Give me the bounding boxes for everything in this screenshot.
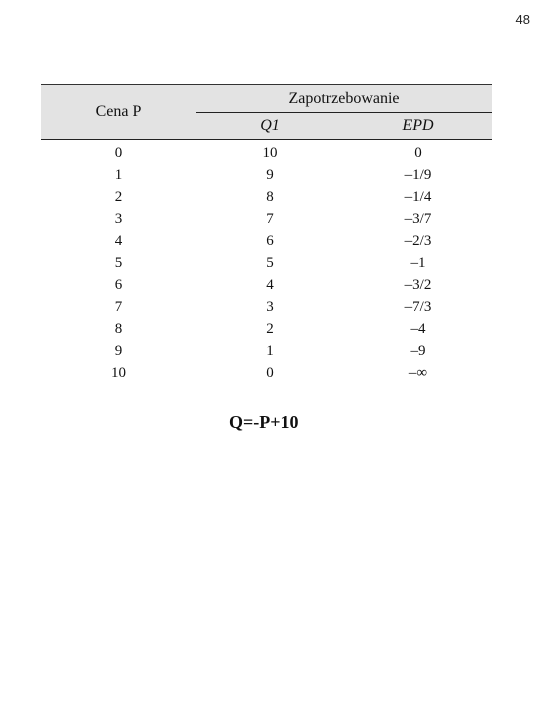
demand-group-header: Zapotrzebowanie: [196, 85, 492, 113]
elasticity-cell: –∞: [408, 365, 428, 381]
table-row: [41, 318, 492, 340]
elasticity-cell: –1/4: [404, 189, 432, 205]
page-number: 48: [515, 12, 530, 27]
elasticity-cell: 0: [414, 145, 422, 161]
table-row: [41, 140, 492, 165]
elasticity-cell: –4: [410, 321, 426, 337]
quantity-cell: 4: [266, 277, 274, 293]
quantity-cell: 0: [266, 365, 274, 381]
quantity-cell: 1: [266, 343, 274, 359]
quantity-cell: 6: [266, 233, 274, 249]
quantity-cell: 2: [266, 321, 274, 337]
price-cell: 2: [114, 189, 123, 205]
price-cell: 7: [114, 299, 123, 315]
elasticity-cell: –2/3: [404, 233, 432, 249]
elasticity-cell: –1/9: [404, 167, 432, 183]
price-cell: 0: [114, 145, 123, 161]
table-row: [41, 230, 492, 252]
price-cell: 10: [111, 365, 126, 381]
price-header: Cena P: [41, 85, 196, 140]
price-cell: 3: [114, 211, 123, 227]
price-cell: 4: [114, 233, 123, 249]
table-row: [41, 208, 492, 230]
table-row: [41, 164, 492, 186]
table-row: [41, 340, 492, 362]
quantity-cell: 8: [266, 189, 274, 205]
quantity-cell: 5: [266, 255, 274, 271]
price-cell: 5: [114, 255, 123, 271]
elasticity-cell: –3/2: [404, 277, 432, 293]
quantity-cell: 9: [266, 167, 274, 183]
table-row: [41, 296, 492, 318]
elasticity-cell: –9: [410, 343, 426, 359]
price-cell: 1: [114, 167, 123, 183]
demand-equation: Q=-P+10: [229, 412, 299, 432]
table-row: [41, 362, 492, 384]
table-row: [41, 252, 492, 274]
demand-table-container: [41, 84, 492, 384]
price-cell: 9: [114, 343, 123, 359]
table-row: [41, 274, 492, 296]
demand-table: [41, 84, 492, 384]
table-row: [41, 186, 492, 208]
elasticity-cell: –1: [410, 255, 426, 271]
quantity-cell: 10: [262, 145, 278, 161]
quantity-header: Q1: [196, 113, 344, 140]
elasticity-cell: –7/3: [404, 299, 432, 315]
price-cell: 8: [114, 321, 123, 337]
elasticity-header: EPD: [344, 113, 492, 140]
quantity-cell: 7: [266, 211, 274, 227]
quantity-cell: 3: [266, 299, 274, 315]
price-cell: 6: [114, 277, 123, 293]
elasticity-cell: –3/7: [404, 211, 432, 227]
